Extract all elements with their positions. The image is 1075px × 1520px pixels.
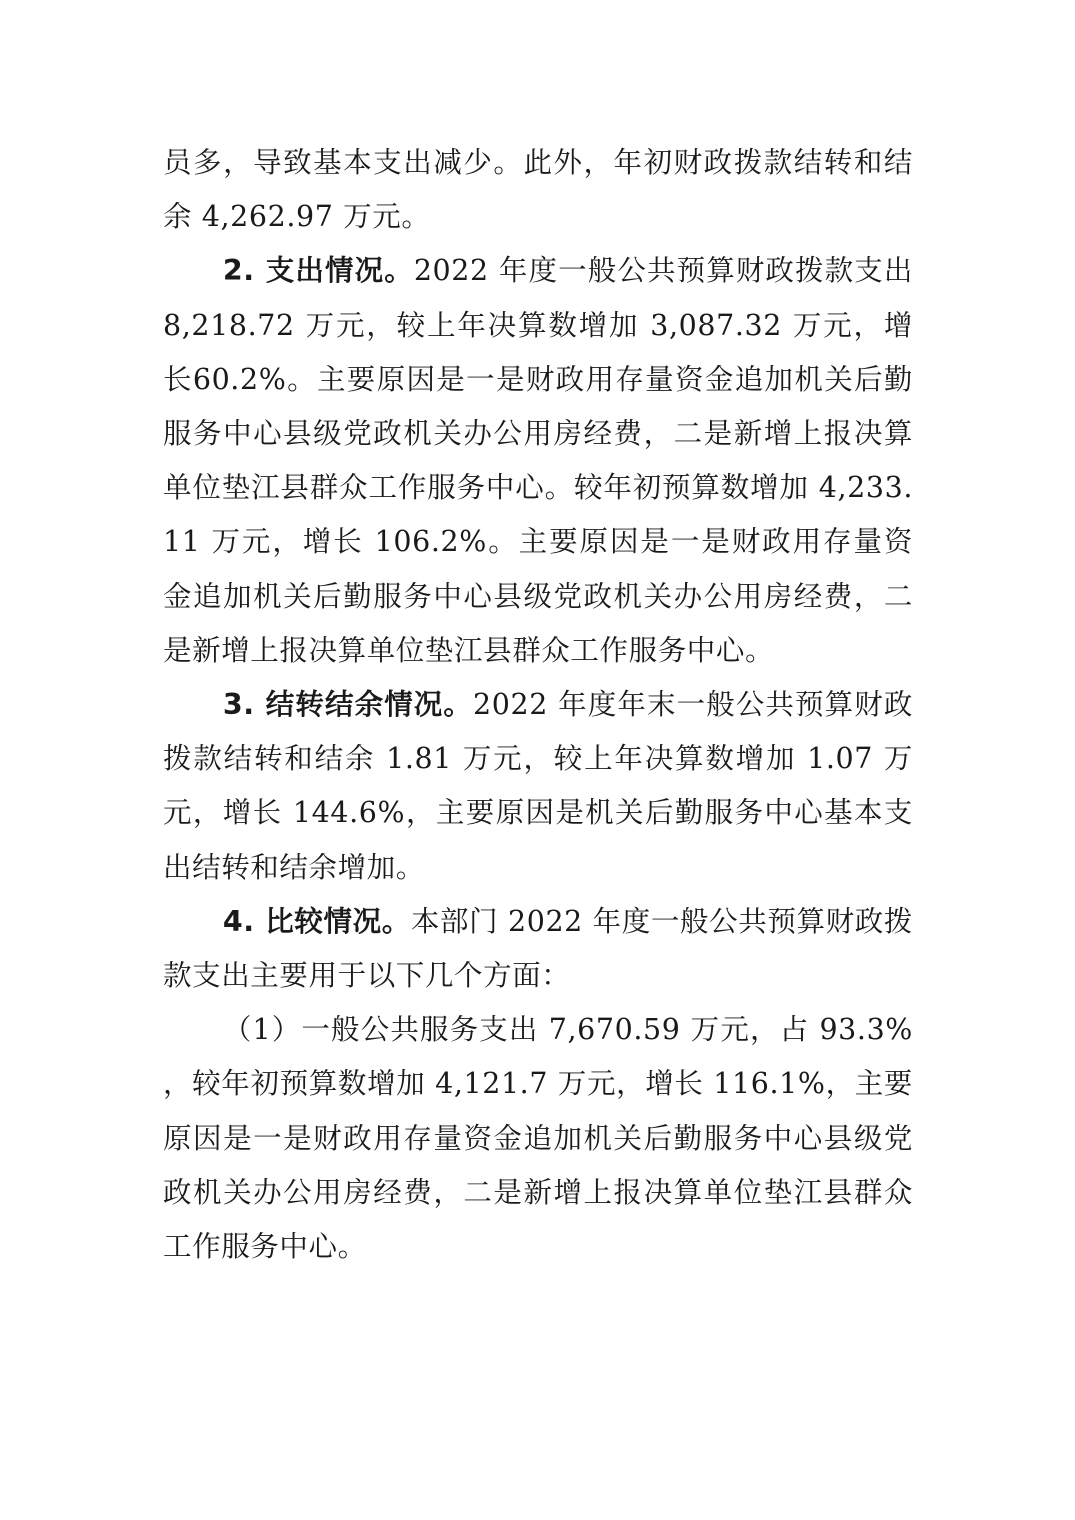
- paragraph-text: 本部门 2022 年度一般公共预算财政拨款支出主要用于以下几个方面：: [163, 904, 913, 993]
- section-heading-carryover: 3. 结转结余情况。: [222, 688, 474, 722]
- section-heading-expenditure: 2. 支出情况。: [222, 254, 414, 288]
- paragraph-text: 2022 年度一般公共预算财政拨款支出8,218.72 万元，较上年决算数增加 3,087.32 万元，增长60.2%。主要原因是一是财政用存量资金追加机关后勤服务中心县级党政机关办公用房经费，二是新增上报决算单位垫江县群众工作服务中心。较年初预算数增加 4,233.11 万元，增长 106.2%。主要原因是一是财政用存量资金追加机关后勤服务中心县级党政机关办公用房经费，二是新增上报决算单位垫江县群众工作服务中心。: [163, 254, 913, 667]
- paragraph-text: （1）一般公共服务支出 7,670.59 万元，占 93.3%，较年初预算数增加 4,121.7 万元，增长 116.1%，主要原因是一是财政用存量资金追加机关后勤服务中心县级党政机关办公用房经费，二是新增上报决算单位垫江县群众工作服务中心。: [163, 1013, 913, 1264]
- paragraph-public-services: [163, 1003, 913, 1274]
- section-heading-comparison: 4. 比较情况。: [222, 904, 411, 938]
- document-body: [163, 136, 913, 1274]
- paragraph-continuation: [163, 136, 913, 244]
- paragraph-text: 2022 年度年末一般公共预算财政拨款结转和结余 1.81 万元，较上年决算数增加 1.07 万元，增长 144.6%，主要原因是机关后勤服务中心基本支出结转和结余增加。: [163, 688, 913, 884]
- paragraph-text: 员多，导致基本支出减少。此外，年初财政拨款结转和结余 4,262.97 万元。: [163, 146, 913, 234]
- paragraph-carryover: [163, 678, 913, 895]
- paragraph-expenditure: [163, 244, 913, 678]
- paragraph-comparison: [163, 895, 913, 1003]
